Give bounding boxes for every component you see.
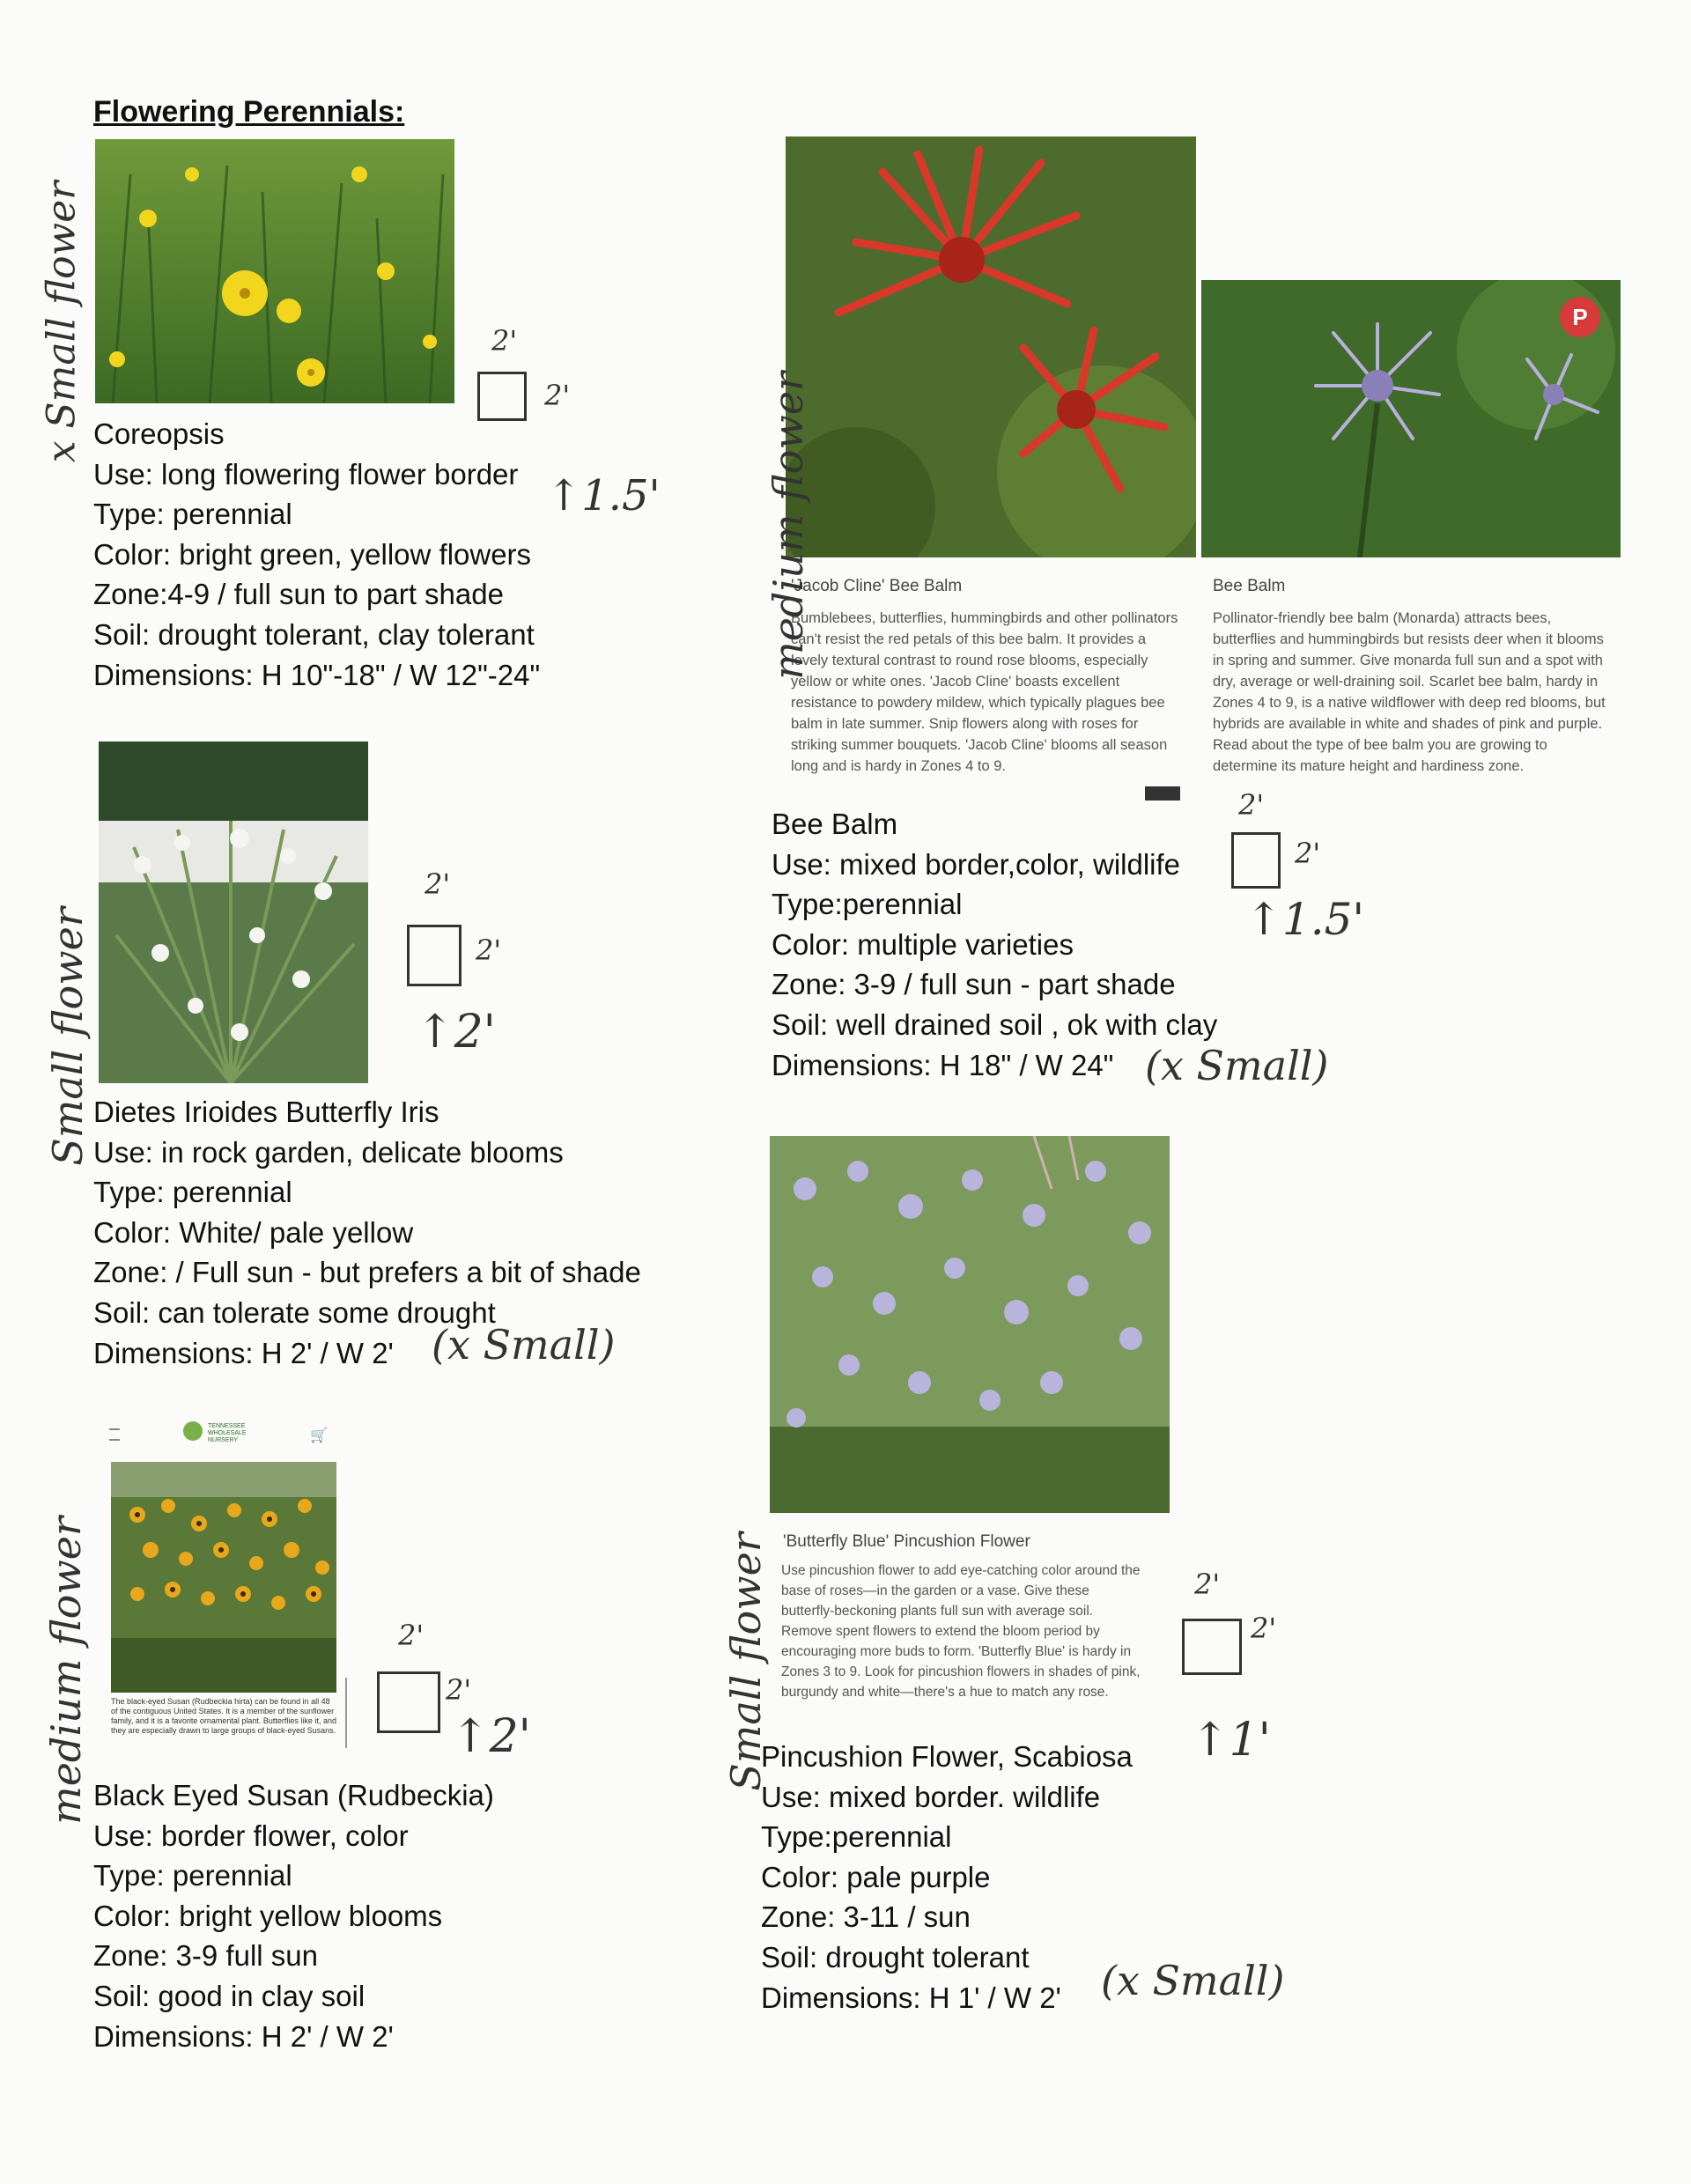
iris-soil: Soil: can tolerate some drought [93, 1295, 496, 1329]
beebalm-caption-2-text: Pollinator-friendly bee balm (Monarda) attracts bees, butterflies and hummingbirds but resists deer when it blooms in spring and summer. Give monarda full sun and a spot with dry, average or well-draining soil. Scarlet bee balm, hardy in Zones 4 to 9, is a native wildflower with deep red blooms, but hybrids are available in white and shades of pink and purple. Read about the type of bee balm you are growing to determine its mature height and hardiness zone. [1213, 610, 1606, 774]
pincushion-color: Color: pale purple [761, 1860, 991, 1893]
beebalm-purple-photo [1201, 280, 1621, 557]
pincushion-caption-title: 'Butterfly Blue' Pincushion Flower [783, 1532, 1030, 1551]
pincushion-soil: Soil: drought tolerant [761, 1940, 1030, 1974]
beebalm-use: Use: mixed border,color, wildlife [772, 847, 1181, 881]
susan-height-note: ↑2' [451, 1710, 531, 1763]
pincushion-info [761, 1737, 1133, 2018]
iris-size-note: (x Small) [432, 1321, 616, 1369]
coreopsis-footprint-square [477, 372, 527, 421]
susan-zone: Zone: 3-9 full sun [93, 1939, 318, 1973]
susan-footprint-square [377, 1671, 440, 1733]
iris-name: Dietes Irioides Butterfly Iris [93, 1096, 439, 1128]
susan-side-note: medium flower [41, 1516, 90, 1825]
nursery-logo-icon [183, 1421, 203, 1441]
coreopsis-zone: Zone:4-9 / full sun to part shade [93, 578, 504, 611]
pincushion-depth-note: 2' [1251, 1612, 1277, 1645]
beebalm-footprint-square [1231, 832, 1281, 889]
coreopsis-info [93, 414, 540, 695]
beebalm-color: Color: multiple varieties [772, 927, 1074, 961]
iris-use: Use: in rock garden, delicate blooms [93, 1135, 564, 1169]
iris-side-note: Small flower [43, 907, 92, 1166]
iris-color: Color: White/ pale yellow [93, 1215, 414, 1249]
pincushion-side-note: Small flower [721, 1532, 770, 1791]
susan-use: Use: border flower, color [93, 1819, 409, 1852]
susan-width-note: 2' [398, 1619, 425, 1652]
pinterest-icon[interactable]: P [1560, 297, 1600, 337]
susan-soil: Soil: good in clay soil [93, 1979, 366, 2012]
susan-photo [111, 1462, 336, 1693]
coreopsis-dimensions: Dimensions: H 10"-18" / W 12"-24" [93, 658, 541, 691]
coreopsis-photo [95, 139, 454, 403]
susan-dimensions: Dimensions: H 2' / W 2' [93, 2019, 394, 2053]
susan-screenshot-header [106, 1418, 339, 1451]
iris-depth-note: 2' [476, 933, 502, 967]
pincushion-zone: Zone: 3-11 / sun [761, 1900, 971, 1934]
beebalm-depth-note: 2' [1295, 837, 1321, 870]
beebalm-size-note: (x Small) [1145, 1042, 1329, 1089]
pincushion-footprint-square [1182, 1619, 1242, 1675]
coreopsis-color: Color: bright green, yellow flowers [93, 537, 532, 571]
beebalm-side-note: medium flower [764, 372, 812, 680]
beebalm-name: Bee Balm [772, 808, 898, 840]
susan-type: Type: perennial [93, 1859, 292, 1893]
beebalm-caption-1-title: 'Jacob Cline' Bee Balm [791, 577, 963, 595]
page-title: Flowering Perennials: [93, 95, 405, 129]
coreopsis-height-note: ↑1.5' [546, 471, 661, 520]
beebalm-red-photo [786, 136, 1196, 557]
beebalm-caption-1-text: Bumblebees, butterflies, hummingbirds and other pollinators can't resist the red petals of this bee balm. It provides a lovely textural contrast to round rose blooms, especially yellow or white ones. 'Jacob Cline' boasts excellent resistance to powdery mildew, which typically plagues bee balm in late summer. Snip flowers along with roses for striking summer bouquets. 'Jacob Cline' blooms all season long and is hardy in Zones 4 to 9. [791, 610, 1178, 774]
pincushion-type: Type:perennial [761, 1820, 952, 1854]
pincushion-photo [770, 1136, 1170, 1513]
coreopsis-width-note: 2' [491, 324, 518, 358]
nursery-logo-text: TENNESSEE WHOLESALE NURSERY [208, 1423, 247, 1443]
beebalm-width-note: 2' [1238, 788, 1265, 822]
menu-icon [109, 1428, 120, 1441]
pincushion-dimensions: Dimensions: H 1' / W 2' [761, 1981, 1061, 2014]
susan-depth-note: 2' [446, 1673, 472, 1707]
pincushion-width-note: 2' [1194, 1568, 1221, 1601]
coreopsis-depth-note: 2' [544, 379, 571, 412]
iris-width-note: 2' [425, 867, 451, 901]
iris-height-note: ↑2' [416, 1006, 496, 1059]
susan-caption-text: The black-eyed Susan (Rudbeckia hirta) can be found in all 48 of the contiguous United States. It is a member of the sunflower family, and it is a favorite ornamental plant. Butterflies like it, and they are especially drawn to large groups of black-eyed Susans. [111, 1697, 336, 1735]
iris-photo [99, 742, 368, 1083]
susan-name: Black Eyed Susan (Rudbeckia) [93, 1779, 494, 1811]
iris-type: Type: perennial [93, 1176, 292, 1209]
susan-color: Color: bright yellow blooms [93, 1899, 443, 1932]
coreopsis-side-note: x Small flower [39, 181, 85, 463]
beebalm-type: Type:perennial [772, 888, 963, 921]
iris-dimensions: Dimensions: H 2' / W 2' [93, 1336, 394, 1369]
coreopsis-use: Use: long flowering flower border [93, 457, 519, 491]
beebalm-height-note: ↑1.5' [1245, 894, 1365, 945]
iris-zone: Zone: / Full sun - but prefers a bit of shade [93, 1256, 641, 1289]
pincushion-caption-text: Use pincushion flower to add eye-catching color around the base of roses—in the garden or a vase. Give these butterfly-beckoning plants full sun with average soil. Remove spent flowers to extend the bloom period by encouraging more buds to form. 'Butterfly Blue' is hardy in Zones 3 to 9. Look for pincushion flowers in shades of pink, burgundy and white—there's a hue to match any rose. [781, 1563, 1141, 1700]
beebalm-dimensions: Dimensions: H 18" / W 24" [772, 1048, 1114, 1081]
scroll-up-icon[interactable] [1145, 786, 1180, 801]
pincushion-use: Use: mixed border. wildlife [761, 1780, 1101, 1813]
pincushion-size-note: (x Small) [1101, 1957, 1285, 2004]
beebalm-zone: Zone: 3-9 / full sun - part shade [772, 968, 1176, 1001]
pincushion-height-note: ↑1' [1191, 1714, 1271, 1767]
beebalm-caption-2-title: Bee Balm [1213, 577, 1286, 595]
cart-icon: 🛒 [310, 1428, 328, 1443]
susan-info [93, 1775, 494, 2056]
beebalm-soil: Soil: well drained soil , ok with clay [772, 1007, 1218, 1041]
coreopsis-type: Type: perennial [93, 498, 292, 531]
coreopsis-soil: Soil: drought tolerant, clay tolerant [93, 617, 535, 651]
iris-footprint-square [407, 925, 462, 986]
coreopsis-name: Coreopsis [93, 417, 225, 450]
susan-screenshot-divider [345, 1678, 347, 1748]
pincushion-name: Pincushion Flower, Scabiosa [761, 1740, 1133, 1773]
